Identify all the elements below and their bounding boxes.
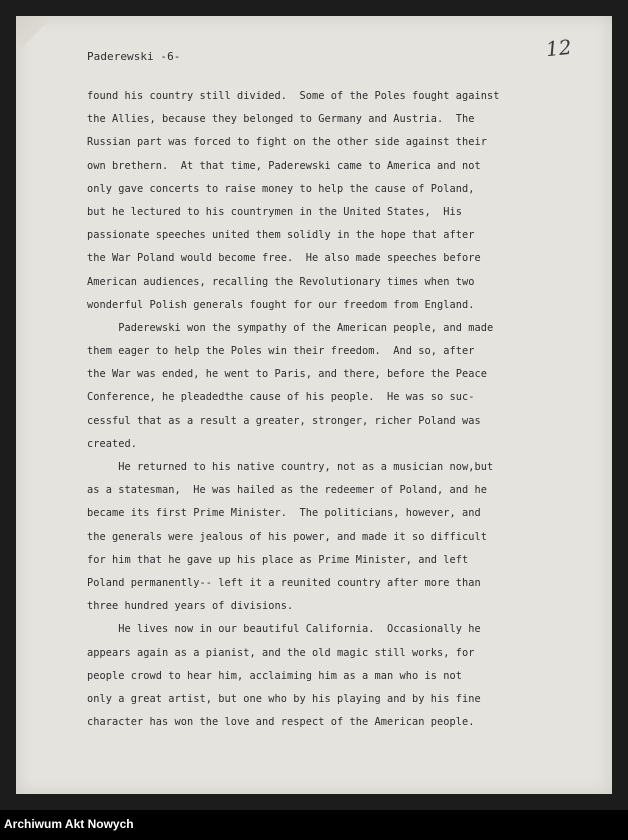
text-line: but he lectured to his countrymen in the United States, His (87, 205, 462, 218)
text-line: for him that he gave up his place as Prime Minister, and left (87, 553, 469, 566)
text-line: the War Poland would become free. He also made speeches before (87, 252, 481, 265)
page-header: Paderewski -6- (87, 50, 181, 63)
text-line: the War was ended, he went to Paris, and there, before the Peace (87, 368, 487, 381)
typewritten-body (87, 85, 587, 734)
text-line: American audiences, recalling the Revolutionary times when two (87, 275, 475, 288)
text-line: the Allies, because they belonged to Germany and Austria. The (87, 113, 475, 126)
text-line: Russian part was forced to fight on the other side against their (87, 136, 487, 149)
handwritten-page-number: 12 (544, 34, 573, 62)
text-line: as a statesman, He was hailed as the redeemer of Poland, and he (87, 484, 487, 497)
text-line: three hundred years of divisions. (87, 600, 294, 613)
text-line: them eager to help the Poles win their freedom. And so, after (87, 345, 475, 358)
text-line: Paderewski won the sympathy of the American people, and made (87, 321, 494, 334)
text-line: passionate speeches united them solidly in the hope that after (87, 229, 475, 242)
text-line: He returned to his native country, not as a musician now,but (87, 461, 494, 473)
archive-name: Archiwum Akt Nowych (4, 817, 134, 831)
text-line: He lives now in our beautiful California. Occasionally he (87, 623, 481, 636)
text-line: became its first Prime Minister. The politicians, however, and (87, 507, 481, 520)
text-line: own brethern. At that time, Paderewski came to America and not (87, 159, 481, 172)
text-line: only a great artist, but one who by his playing and by his fine (87, 692, 481, 705)
text-line: character has won the love and respect of the American people. (87, 716, 475, 729)
text-line: Conference, he pleadedthe cause of his people. He was so suc- (87, 391, 475, 404)
folded-corner (16, 16, 50, 50)
text-line: people crowd to hear him, acclaiming him as a man who is not (87, 669, 462, 682)
text-line: Poland permanently-- left it a reunited country after more than (87, 576, 481, 589)
text-line: created. (87, 437, 137, 450)
archive-footer (0, 810, 628, 840)
text-line: cessful that as a result a greater, stronger, richer Poland was (87, 414, 481, 427)
text-line: found his country still divided. Some of the Poles fought against (87, 90, 500, 102)
text-line: wonderful Polish generals fought for our freedom from England. (87, 298, 475, 311)
text-line: only gave concerts to raise money to help the cause of Poland, (87, 182, 475, 195)
text-line: appears again as a pianist, and the old magic still works, for (87, 646, 475, 659)
document-page (16, 16, 612, 794)
text-line: the generals were jealous of his power, and made it so difficult (87, 530, 487, 543)
